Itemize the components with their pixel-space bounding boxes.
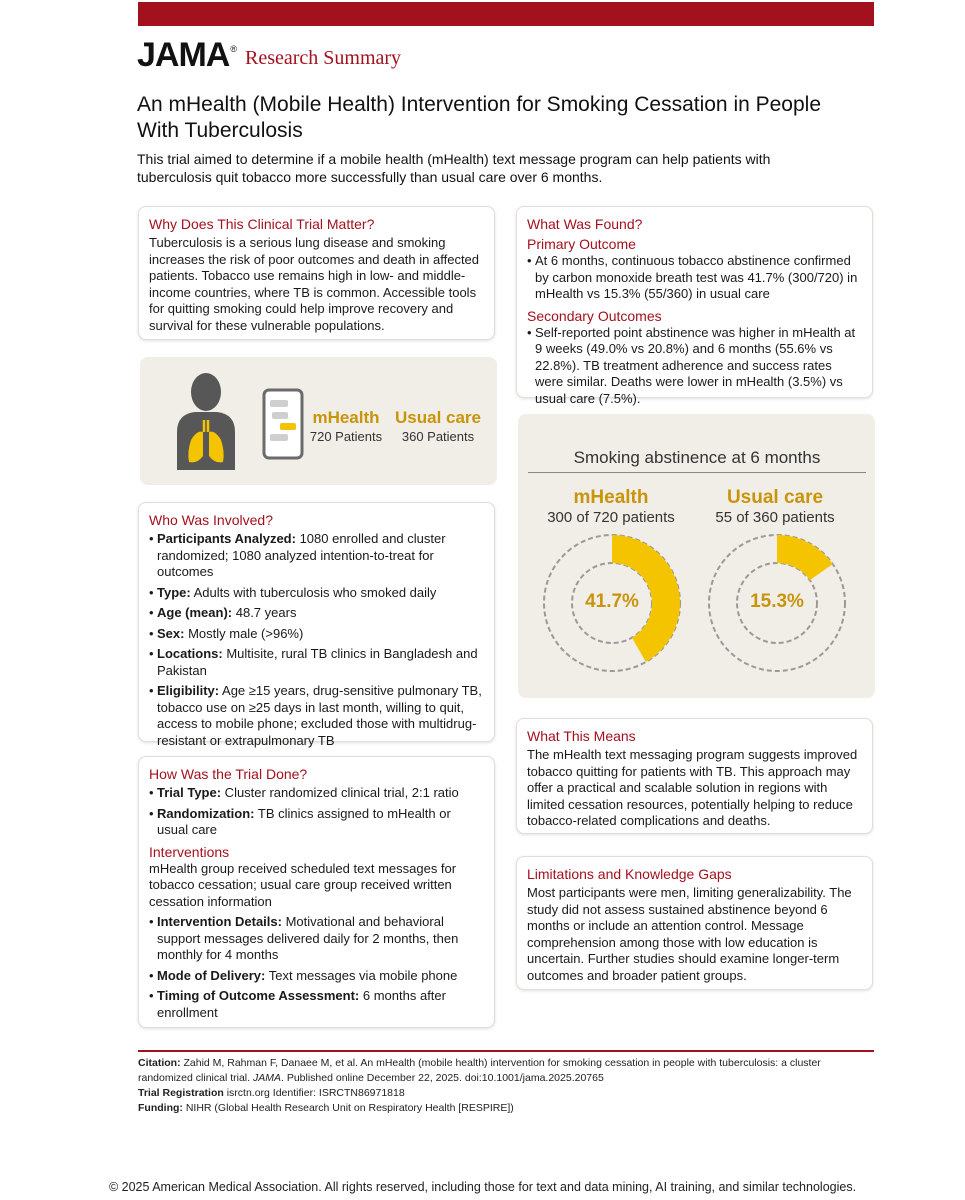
why-text: Tuberculosis is a serious lung disease and smoking increases the risk of poor outcomes and death in affected patients. Tobacco use remains high in low- and middle-income countries, where TB is common. Accessible tools for quitting smoking could help improve recovery and survival for these vulnerable populations. [149,235,480,333]
series-name-mhealth: mHealth [573,487,649,508]
primary-outcome-heading: Primary Outcome [527,236,636,252]
how-box [138,756,495,1028]
footer-rule [138,1050,874,1052]
copyright: © 2025 American Medical Association. All rights reserved, including those for text and data mining, AI training, and similar technologies. [108,1180,857,1194]
series-name-usual-care: Usual care [726,487,824,508]
chart-title: Smoking abstinence at 6 months [573,448,821,467]
arm-usual-care-name: Usual care [395,408,481,427]
list-item: • Self-reported point abstinence was higher in mHealth at 9 weeks (49.0% vs 20.8%) and 6 months (55.6% vs 22.8%). TB treatment adherence and success rates were similar. Deaths were lower in mHealth (3.5%) vs usual care (7.5%). [527,325,862,408]
interventions-text: mHealth group received scheduled text messages for tobacco cessation; usual care group received written cessation information [149,860,457,909]
study-arms [308,408,484,446]
list-item: • Trial Type: Cluster randomized clinical trial, 2:1 ratio [149,785,484,802]
primary-outcome-list [527,253,862,303]
list-item: • Randomization: TB clinics assigned to mHealth or usual care [149,806,484,839]
arm-usual-care [392,408,484,446]
citation: Citation: Zahid M, Rahman F, Danaee M, et al. An mHealth (mobile health) intervention for smoking cessation in people with tuberculosis: a cluster randomized clinical trial. JAMA. Published online December 22, 2025. doi:10.1001/jama.2025.20765 [138,1057,821,1084]
trial-registration: Trial Registration isrctn.org Identifier: ISRCTN86971818 [138,1087,405,1099]
arm-usual-care-count: 360 Patients [401,429,475,444]
arm-mhealth [308,408,384,446]
donut-label-usual-care: 15.3% [750,591,804,612]
means-text: The mHealth text messaging program suggests improved tobacco quitting for patients with TB. This approach may offer a practical and scalable solution in regions with limited cessation resources, potentially helping to reduce tobacco-related complications and deaths. [527,747,858,828]
limits-text: Most participants were men, limiting generalizability. The study did not assess sustained abstinence beyond 6 months or include an attention control. Message comprehension among those with low education is uncertain. Further studies should examine longer-term outcomes and broader patient groups. [527,885,852,983]
intervention-list [149,914,484,1021]
journal-logo: JAMA [137,36,230,74]
limits-heading: Limitations and Knowledge Gaps [527,866,732,882]
section-label: Research Summary [244,47,402,69]
arm-mhealth-count: 720 Patients [309,429,383,444]
found-heading: What Was Found? [527,216,643,232]
list-item: • Age (mean): 48.7 years [149,605,484,622]
series-detail-usual-care: 55 of 360 patients [715,509,835,526]
chart-title-rule [528,472,866,473]
arm-mhealth-name: mHealth [312,408,380,427]
how-list [149,785,484,839]
list-item: • Eligibility: Age ≥15 years, drug-sensitive pulmonary TB, tobacco use on ≥25 days in last month, willing to quit, access to mobile phone; excluded those with multidrug-resistant or extrapulmonary TB [149,683,484,749]
page-subtitle: This trial aimed to determine if a mobile health (mHealth) text message program can help patients with tuberculosis quit tobacco more successfully than usual care over 6 months. [137,151,771,185]
registered-mark: ® [230,44,237,54]
means-heading: What This Means [527,728,636,744]
page-title: An mHealth (Mobile Health) Intervention for Smoking Cessation in People With Tuberculosis [137,93,822,142]
secondary-outcomes-list [527,325,862,408]
who-list [149,531,484,749]
list-item: • Locations: Multisite, rural TB clinics in Bangladesh and Pakistan [149,646,484,679]
how-heading: How Was the Trial Done? [149,766,308,782]
top-banner [138,2,874,26]
list-item: • Type: Adults with tuberculosis who smoked daily [149,585,484,602]
list-item: • Participants Analyzed: 1080 enrolled and cluster randomized; 1080 analyzed intention-to-treat for outcomes [149,531,484,581]
secondary-outcomes-heading: Secondary Outcomes [527,307,662,324]
mobile-phone-icon [262,388,304,460]
interventions-heading: Interventions [149,843,230,860]
donut-slice-usual-care [777,535,833,580]
donut-label-mhealth: 41.7% [585,591,639,612]
series-detail-mhealth: 300 of 720 patients [547,509,675,526]
list-item: • Sex: Mostly male (>96%) [149,626,484,643]
list-item: • Intervention Details: Motivational and behavioral support messages delivered daily for 2 months, then monthly for 4 months [149,914,484,964]
why-box [138,206,495,340]
means-box [516,718,873,834]
who-box [138,502,495,748]
patient-lungs-icon [175,370,237,470]
who-heading: Who Was Involved? [149,512,273,528]
chart-series-usual-care [695,487,855,527]
found-box [516,206,873,406]
limits-box [516,856,873,990]
list-item: • Timing of Outcome Assessment: 6 months after enrollment [149,988,484,1021]
why-heading: Why Does This Clinical Trial Matter? [149,216,375,232]
list-item: • At 6 months, continuous tobacco abstinence confirmed by carbon monoxide breath test was 41.7% (300/720) in mHealth vs 15.3% (55/360) in usual care [527,253,862,303]
funding: Funding: NIHR (Global Health Research Unit on Respiratory Health [RESPIRE]) [138,1102,514,1114]
list-item: • Mode of Delivery: Text messages via mobile phone [149,968,484,985]
journal-brand [137,38,401,72]
citation-block [138,1056,874,1116]
chart-series-mhealth [531,487,691,527]
